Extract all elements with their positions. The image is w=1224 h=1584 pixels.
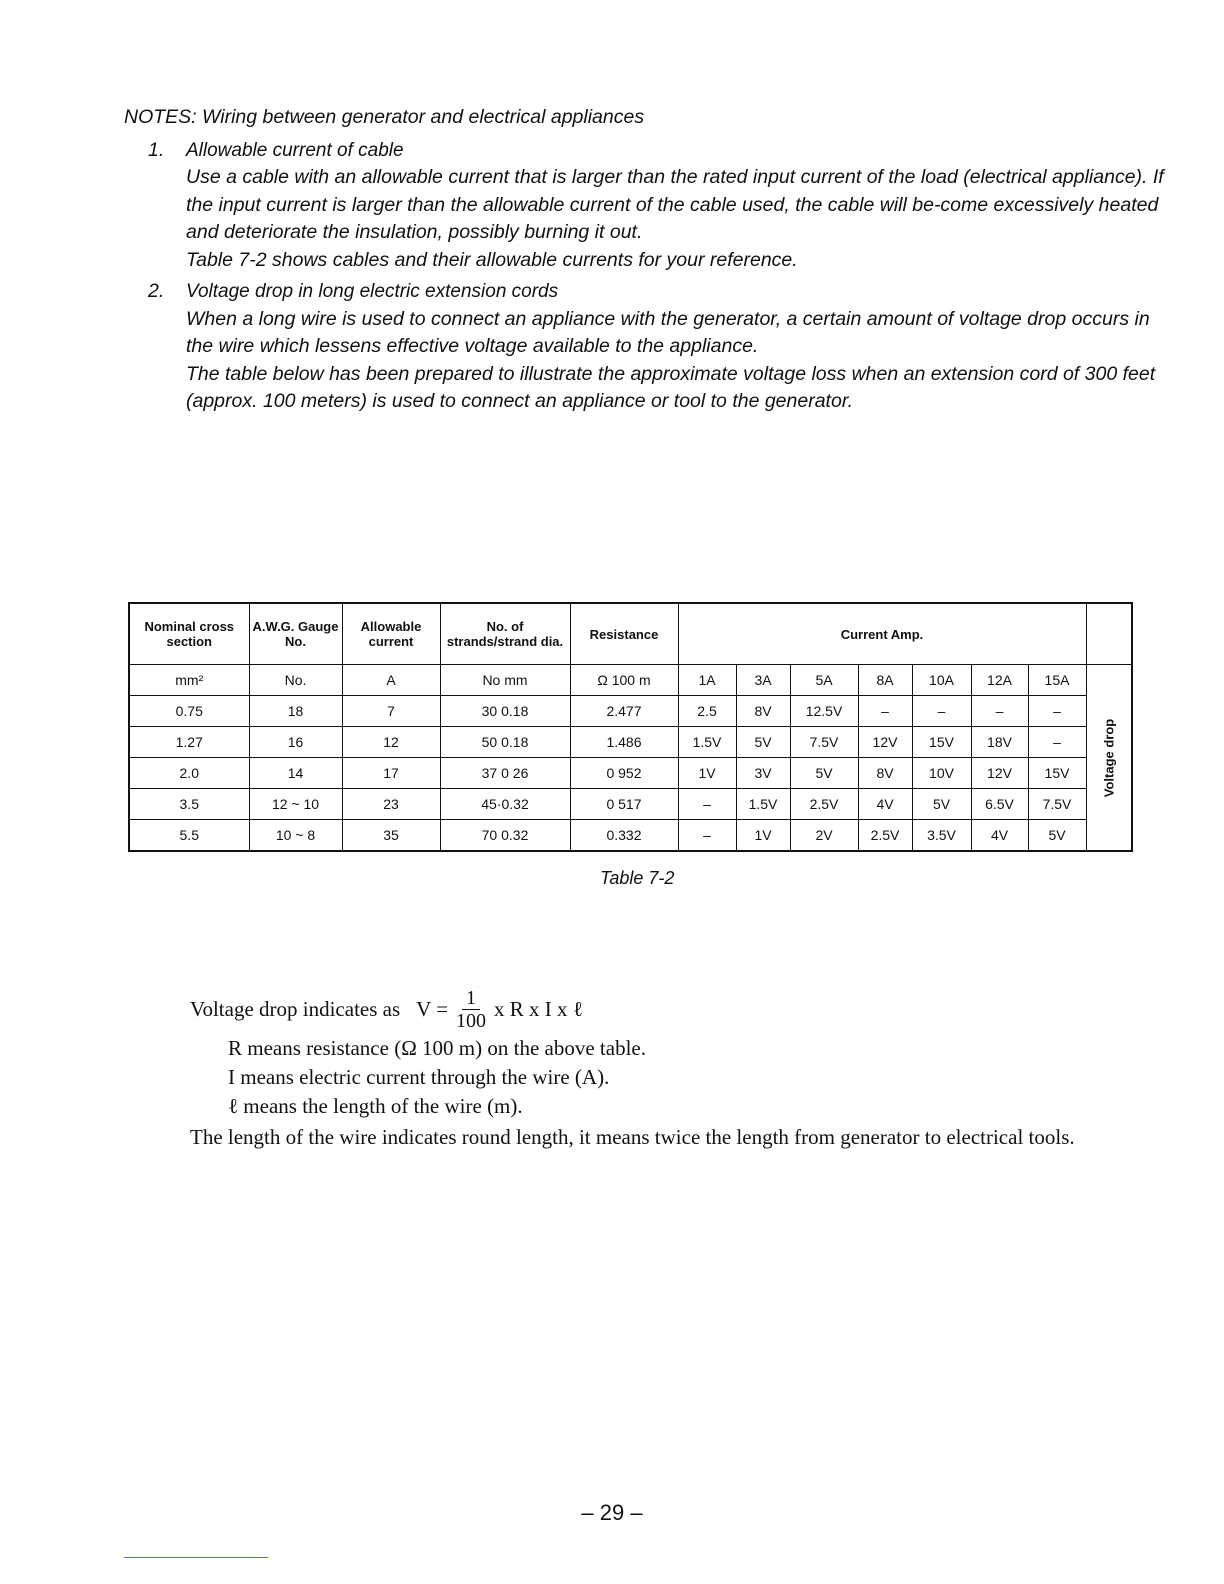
table-cell: 30 0.18: [440, 696, 570, 727]
cable-table: [128, 602, 1133, 852]
table-cell: 35: [342, 820, 440, 852]
table-cell: 12 ~ 10: [249, 789, 342, 820]
table-cell: –: [1028, 696, 1086, 727]
table-cell: 5V: [790, 758, 858, 789]
note-item: [124, 137, 1164, 275]
formula-line: [190, 984, 1170, 1034]
table-cell: 12.5V: [790, 696, 858, 727]
note-item: [124, 278, 1164, 416]
table-cell: 5.5: [129, 820, 249, 852]
unit-cell: Ω 100 m: [570, 665, 678, 696]
table-cell: 23: [342, 789, 440, 820]
table-cell: 17: [342, 758, 440, 789]
table-cell: 3V: [736, 758, 790, 789]
unit-cell: 12A: [971, 665, 1028, 696]
table-cell: 70 0.32: [440, 820, 570, 852]
unit-cell: 3A: [736, 665, 790, 696]
formula-lead: Voltage drop indicates as: [190, 996, 401, 1021]
table-cell: 18: [249, 696, 342, 727]
table-cell: 7.5V: [790, 727, 858, 758]
table-cell: 16: [249, 727, 342, 758]
footer-rule: [124, 1557, 268, 1558]
table-cell: 10 ~ 8: [249, 820, 342, 852]
table-row: [129, 758, 1132, 789]
header-awg: A.W.G. Gauge No.: [249, 603, 342, 665]
table-cell: 0 952: [570, 758, 678, 789]
note-paragraph: Use a cable with an allowable current that is larger than the rated input current of the load (electrical appliance). If the input current is larger than the allowable current of the cable used, the cable will be-come excessively heated and deteriorate the insulation, possibly burning it out.: [186, 166, 1164, 243]
notes-section: [124, 104, 1164, 420]
table-cell: 1V: [736, 820, 790, 852]
table-cell: 3.5: [129, 789, 249, 820]
table-cell: 14: [249, 758, 342, 789]
table-cell: 10V: [912, 758, 971, 789]
table-cell: –: [912, 696, 971, 727]
table-caption: Table 7-2: [600, 868, 675, 888]
table-cell: 5V: [736, 727, 790, 758]
table-cell: 7.5V: [1028, 789, 1086, 820]
notes-heading: NOTES: Wiring between generator and electrical appliances: [124, 106, 645, 128]
table-row: [129, 727, 1132, 758]
table-cell: 18V: [971, 727, 1028, 758]
table-cell: 5V: [1028, 820, 1086, 852]
unit-cell: mm²: [129, 665, 249, 696]
table-cell: 2.0: [129, 758, 249, 789]
table-cell: 3.5V: [912, 820, 971, 852]
table-cell: 2.5V: [790, 789, 858, 820]
note-title: Voltage drop in long electric extension cords: [186, 281, 559, 302]
header-strands: No. of strands/strand dia.: [440, 603, 570, 665]
table-cell: 6.5V: [971, 789, 1028, 820]
table-cell: –: [858, 696, 912, 727]
table-cell: 7: [342, 696, 440, 727]
voltage-drop-text: Voltage drop: [1101, 718, 1116, 797]
note-paragraph: Table 7-2 shows cables and their allowable currents for your reference.: [186, 248, 798, 271]
unit-cell: 15A: [1028, 665, 1086, 696]
formula-rest: x R x I x ℓ: [494, 996, 583, 1021]
table-cell: 12: [342, 727, 440, 758]
table-cell: 15V: [1028, 758, 1086, 789]
fraction-denominator: 100: [456, 1009, 487, 1032]
page-number: – 29 –: [581, 1500, 643, 1525]
table-row: [129, 696, 1132, 727]
units-row: [129, 665, 1132, 696]
table-cell: 1.5V: [736, 789, 790, 820]
table-cell: 8V: [736, 696, 790, 727]
table-cell: 1.486: [570, 727, 678, 758]
header-resistance: Resistance: [570, 603, 678, 665]
unit-cell: 8A: [858, 665, 912, 696]
header-allowable: Allowable current: [342, 603, 440, 665]
table-cell: 2.477: [570, 696, 678, 727]
table-cell: 0.75: [129, 696, 249, 727]
note-paragraph: When a long wire is used to connect an appliance with the generator, a certain amount of voltage drop occurs in the wire which lessens effective voltage available to the appliance.: [186, 307, 1150, 357]
note-paragraph: The table below has been prepared to illustrate the approximate voltage loss when an extension cord of 300 feet (approx. 100 meters) is used to connect an appliance or tool to the generator.: [186, 362, 1156, 412]
table-cell: 2V: [790, 820, 858, 852]
table-cell: 12V: [858, 727, 912, 758]
table-cell: 0.332: [570, 820, 678, 852]
header-section: Nominal cross section: [129, 603, 249, 665]
table-cell: –: [678, 820, 736, 852]
formula-section: [190, 984, 1170, 1152]
formula-note: The length of the wire indicates round length, it means twice the length from generator to electrical tools.: [190, 1125, 1075, 1149]
table-cell: 4V: [971, 820, 1028, 852]
formula-definition: I means electric current through the wire (A).: [228, 1065, 610, 1089]
table-cell: 15V: [912, 727, 971, 758]
table-cell: –: [678, 789, 736, 820]
unit-cell: 1A: [678, 665, 736, 696]
table-cell: 1.5V: [678, 727, 736, 758]
table-cell: 2.5: [678, 696, 736, 727]
formula-v: V =: [416, 996, 449, 1021]
table-cell: 1V: [678, 758, 736, 789]
table-cell: 1.27: [129, 727, 249, 758]
note-title: Allowable current of cable: [186, 139, 404, 161]
unit-cell: 10A: [912, 665, 971, 696]
unit-cell: A: [342, 665, 440, 696]
table-cell: –: [1028, 727, 1086, 758]
table-cell: –: [971, 696, 1028, 727]
table-row: [129, 820, 1132, 852]
table-cell: 2.5V: [858, 820, 912, 852]
formula-definition: R means resistance (Ω 100 m) on the above table.: [228, 1036, 646, 1060]
table-row: [129, 789, 1132, 820]
formula-definition: ℓ means the length of the wire (m).: [228, 1094, 523, 1118]
table-cell: 37 0 26: [440, 758, 570, 789]
header-current-amp: Current Amp.: [678, 603, 1086, 665]
unit-cell: No.: [249, 665, 342, 696]
unit-cell: 5A: [790, 665, 858, 696]
header-blank: [1086, 603, 1132, 665]
table-cell: 45·0.32: [440, 789, 570, 820]
voltage-drop-label: [1086, 665, 1132, 852]
table-cell: 12V: [971, 758, 1028, 789]
fraction-numerator: 1: [462, 987, 480, 1010]
table-cell: 8V: [858, 758, 912, 789]
note-number: 2.: [148, 280, 165, 302]
note-number: 1.: [148, 138, 165, 161]
formula-fraction: [456, 987, 486, 1032]
table-cell: 0 517: [570, 789, 678, 820]
unit-cell: No mm: [440, 665, 570, 696]
table-cell: 4V: [858, 789, 912, 820]
table-cell: 5V: [912, 789, 971, 820]
table-cell: 50 0.18: [440, 727, 570, 758]
